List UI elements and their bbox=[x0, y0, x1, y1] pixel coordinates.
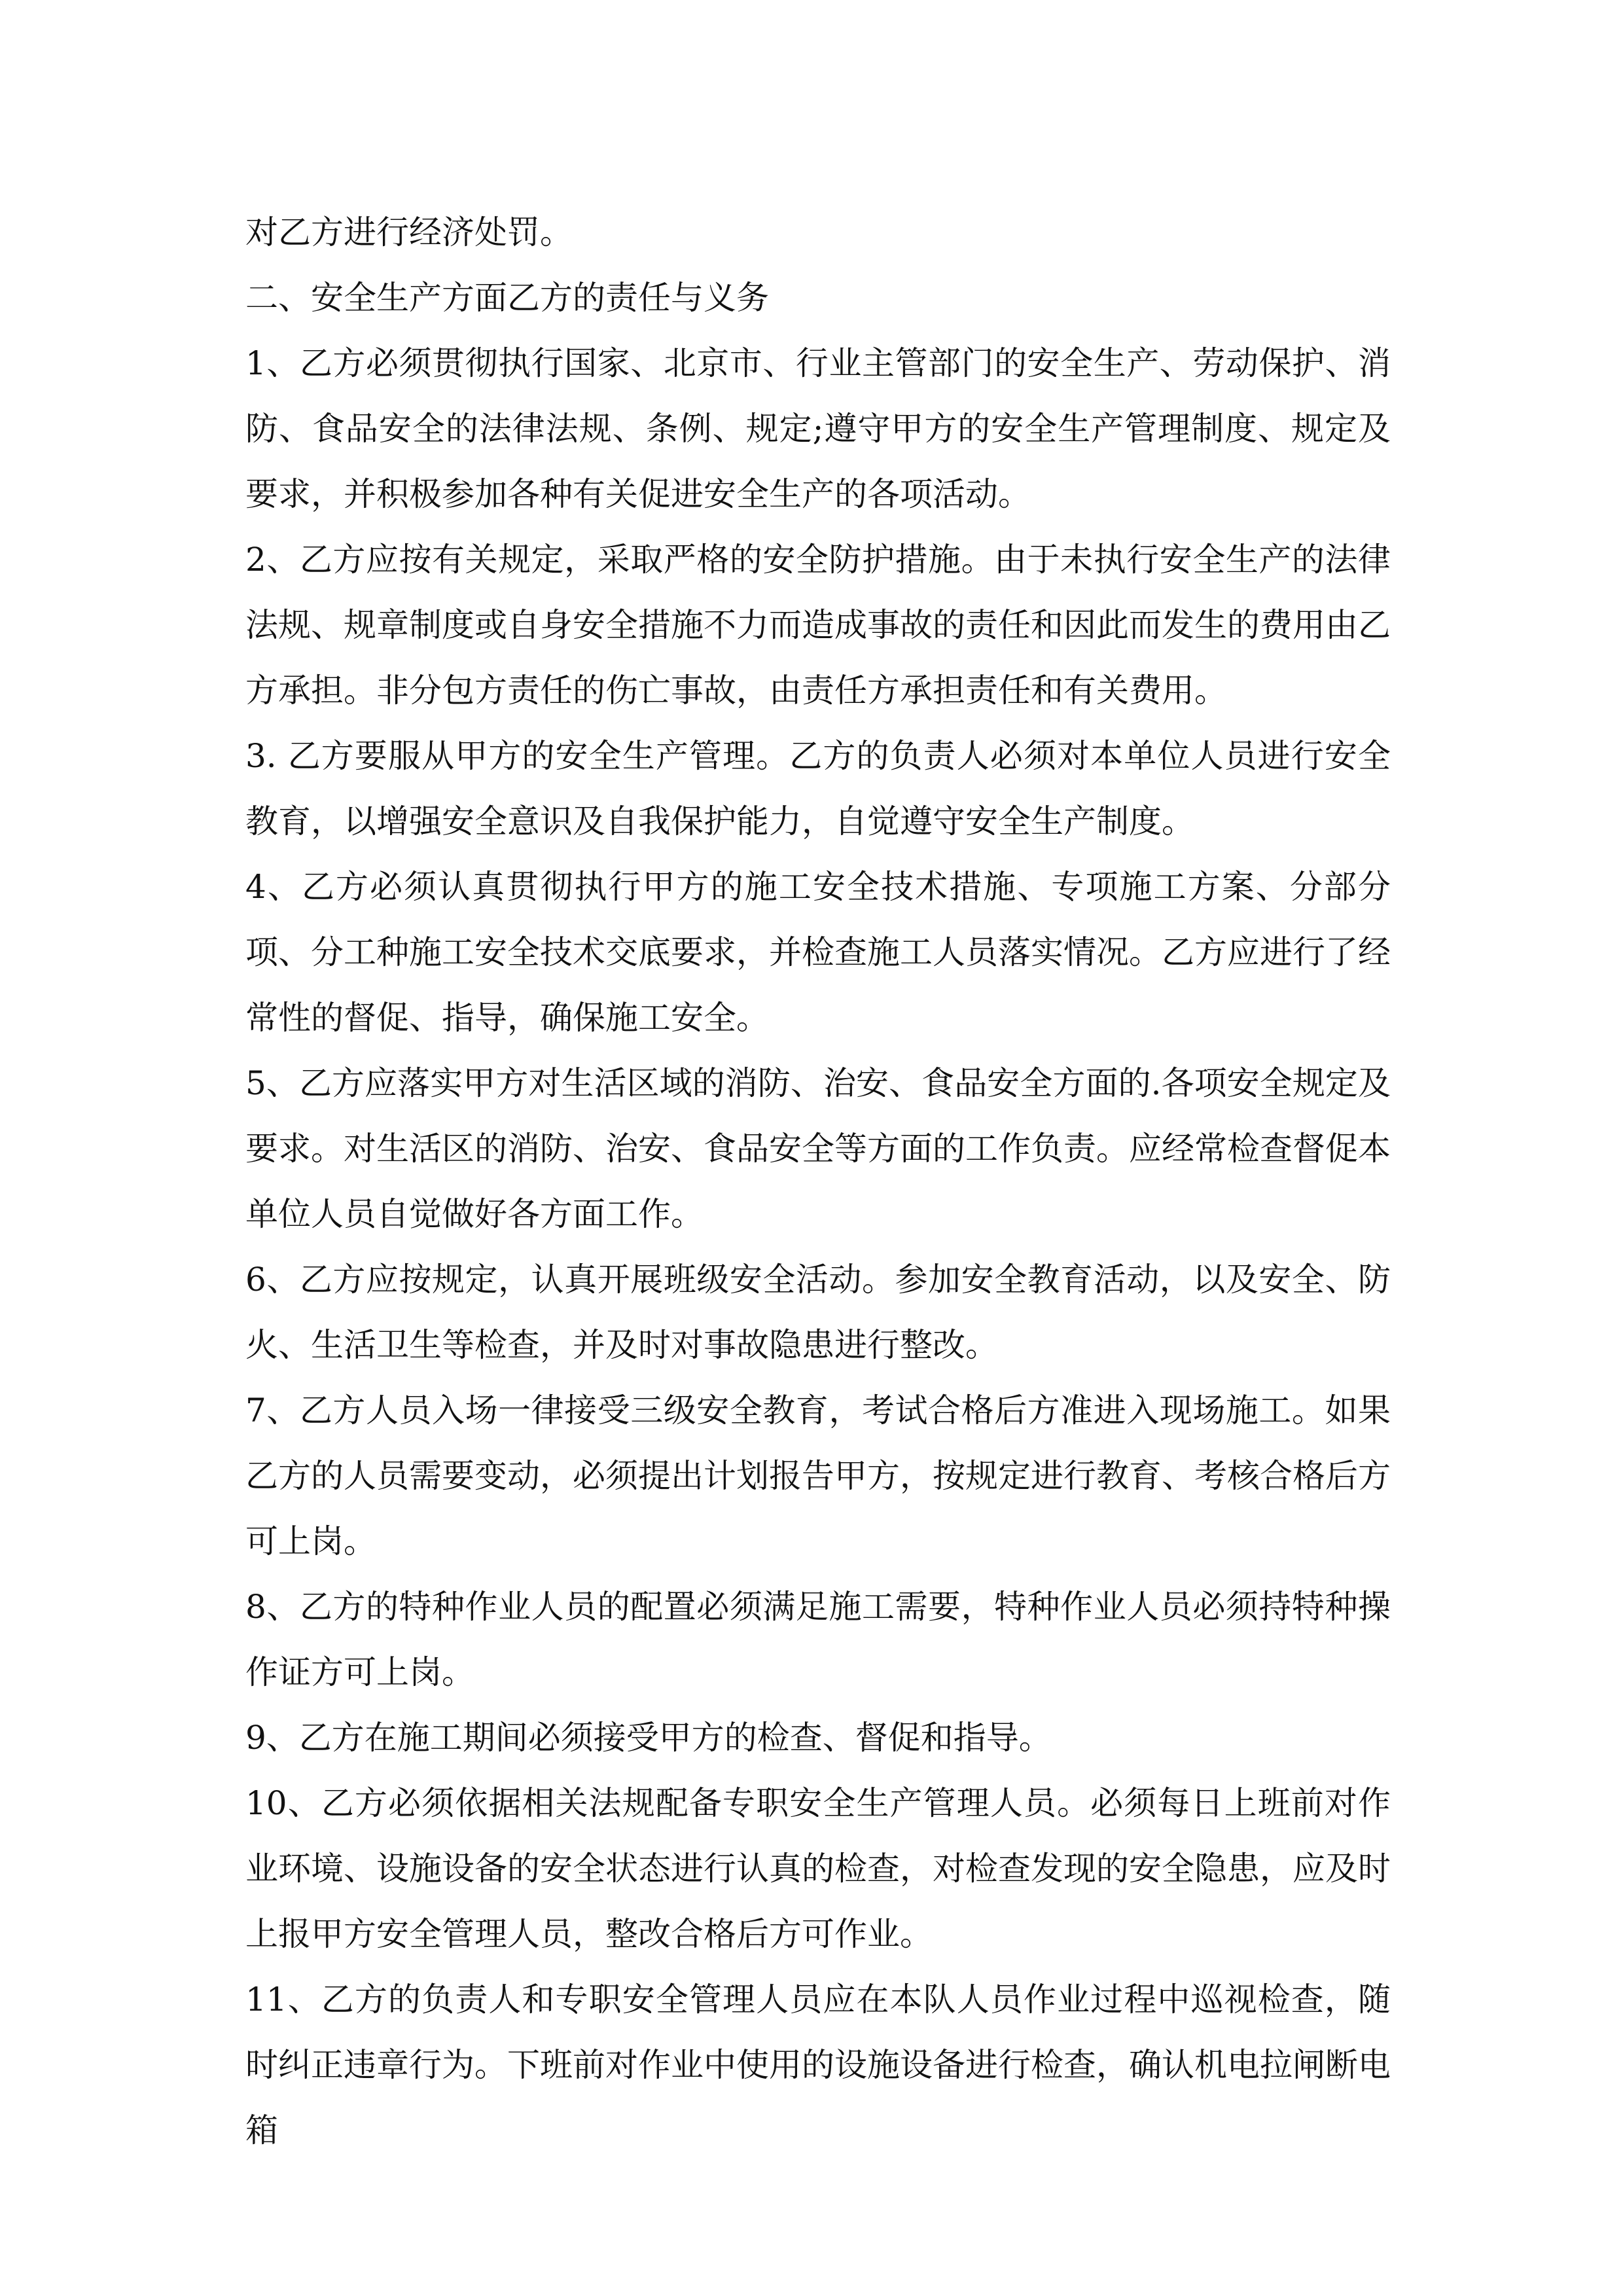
clause-6: 6、乙方应按规定，认真开展班级安全活动。参加安全教育活动，以及安全、防火、生活卫生等检查，并及时对事故隐患进行整改。 bbox=[245, 1261, 1391, 1364]
paragraph-1: 对乙方进行经济处罚。 bbox=[245, 213, 573, 251]
clause-9: 9、乙方在施工期间必须接受甲方的检查、督促和指导。 bbox=[245, 1719, 1052, 1757]
clause-10: 10、乙方必须依据相关法规配备专职安全生产管理人员。必须每日上班前对作业环境、设施设备的安全状态进行认真的检查，对检查发现的安全隐患，应及时上报甲方安全管理人员，整改合格后方可作业。 bbox=[245, 1784, 1391, 1953]
clause-1: 1、乙方必须贯彻执行国家、北京市、行业主管部门的安全生产、劳动保护、消防、食品安全的法律法规、条例、规定;遵守甲方的安全生产管理制度、规定及要求，并积极参加各种有关促进安全生产的各项活动。 bbox=[245, 344, 1391, 513]
clause-5: 5、乙方应落实甲方对生活区域的消防、治安、食品安全方面的.各项安全规定及要求。对生活区的消防、治安、食品安全等方面的工作负责。应经常检查督促本单位人员自觉做好各方面工作。 bbox=[245, 1064, 1391, 1233]
section-heading: 二、安全生产方面乙方的责任与义务 bbox=[245, 279, 769, 317]
clause-4: 4、乙方必须认真贯彻执行甲方的施工安全技术措施、专项施工方案、分部分项、分工种施工安全技术交底要求，并检查施工人员落实情况。乙方应进行了经常性的督促、指导，确保施工安全。 bbox=[245, 868, 1391, 1037]
clause-3: 3. 乙方要服从甲方的安全生产管理。乙方的负责人必须对本单位人员进行安全教育，以增强安全意识及自我保护能力，自觉遵守安全生产制度。 bbox=[245, 737, 1391, 840]
clause-8: 8、乙方的特种作业人员的配置必须满足施工需要，特种作业人员必须持特种操作证方可上岗。 bbox=[245, 1588, 1391, 1691]
clause-2: 2、乙方应按有关规定，采取严格的安全防护措施。由于未执行安全生产的法律法规、规章制度或自身安全措施不力而造成事故的责任和因此而发生的费用由乙方承担。非分包方责任的伤亡事故，由责任方承担责任和有关费用。 bbox=[245, 541, 1391, 709]
clause-7: 7、乙方人员入场一律接受三级安全教育，考试合格后方准进入现场施工。如果乙方的人员需要变动，必须提出计划报告甲方，按规定进行教育、考核合格后方可上岗。 bbox=[245, 1391, 1391, 1560]
clause-11: 11、乙方的负责人和专职安全管理人员应在本队人员作业过程中巡视检查，随时纠正违章行为。下班前对作业中使用的设施设备进行检查，确认机电拉闸断电箱 bbox=[245, 1981, 1391, 2149]
body-text bbox=[245, 200, 1391, 2163]
